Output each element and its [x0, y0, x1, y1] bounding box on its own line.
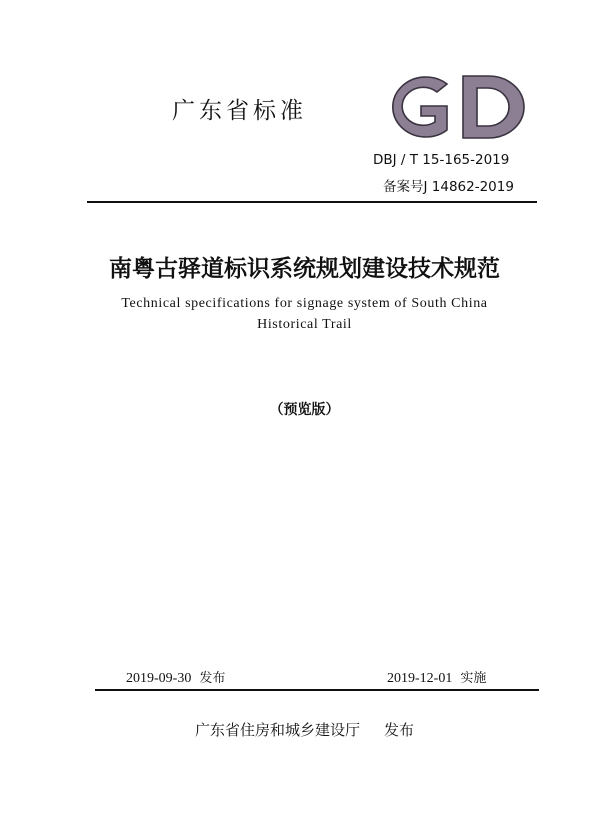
document-title-english-line2: Historical Trail — [257, 317, 352, 332]
logo-letter-g — [393, 77, 447, 137]
issue-date-block — [126, 667, 225, 687]
standard-code: DBJ / T 15-165-2019 — [373, 152, 510, 168]
implement-date: 2019-12-01 — [387, 671, 453, 686]
issue-date: 2019-09-30 — [126, 671, 192, 686]
header-divider — [87, 201, 537, 203]
publisher-action: 发布 — [384, 721, 415, 739]
record-number: 备案号J 14862-2019 — [383, 179, 514, 195]
document-title-chinese: 南粤古驿道标识系统规划建设技术规范 — [109, 256, 500, 282]
footer-divider — [95, 689, 539, 691]
implement-label: 实施 — [460, 671, 487, 686]
publisher-line — [0, 719, 609, 740]
issue-label: 发布 — [199, 671, 226, 686]
edition-label: （预览版） — [269, 402, 340, 418]
standard-level-title: 广东省标准 — [172, 98, 307, 124]
publisher-name: 广东省住房和城乡建设厅 — [194, 721, 360, 739]
document-title-english-line1: Technical specifications for signage system of South China — [121, 296, 488, 311]
implement-date-block — [387, 667, 486, 687]
gd-logo — [385, 72, 527, 142]
logo-letter-d — [463, 76, 524, 138]
